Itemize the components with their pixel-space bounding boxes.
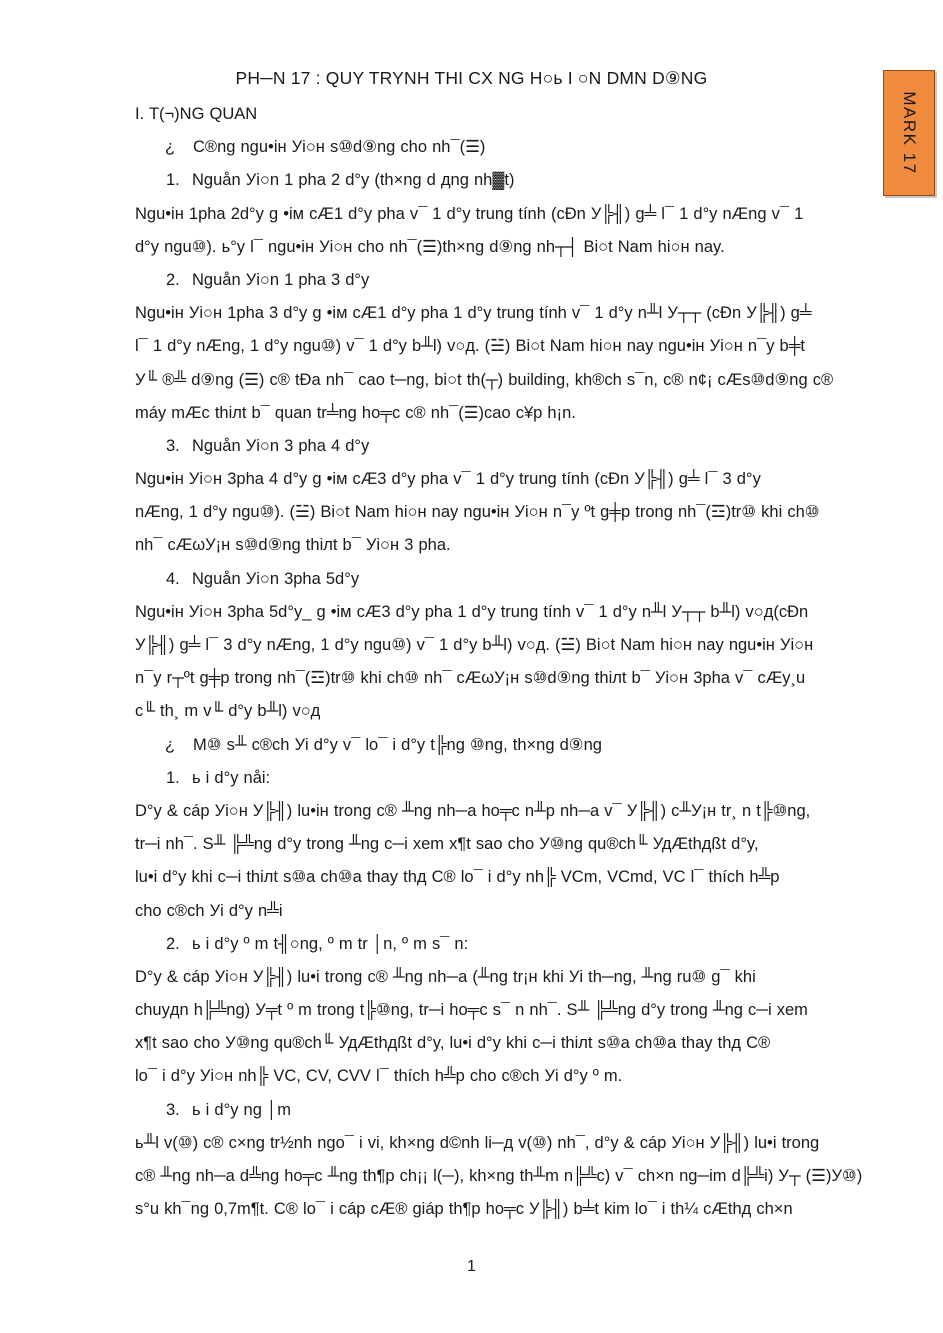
- bullet-heading: [135, 131, 887, 164]
- paragraph-line: [135, 596, 887, 629]
- line-text: nh¯ cÆωУ¡н s⑩d⑨ng thiлt b¯ Уi○н 3 pha.: [135, 536, 451, 555]
- paragraph-line: [135, 695, 887, 728]
- line-text: I. T(¬)NG QUAN: [135, 105, 258, 123]
- numbered-heading: [135, 563, 887, 596]
- bullet-heading: [135, 729, 887, 762]
- list-number: 2.: [166, 934, 180, 953]
- line-text: У╙ ®╩ d⑨ng (☰) c® tÐa nh¯ cao t─ng, bi○t th(┬) building, kh®ch s¯n, c® n¢¡ cÆs⑩d⑨ng c®: [135, 370, 834, 389]
- line-text: D°y & cáp Уi○н У╠╢) lu•ін trong c® ╨ng nh─a ho╤c n╨p nh─a v¯ У╠╢) c╨У¡н tr¸ n t╠⑩ng,: [135, 801, 811, 820]
- paragraph-line: [135, 529, 887, 562]
- line-text: c╙ th¸ m v╙ d°y b╨l) v○д: [135, 702, 321, 721]
- line-text: Ngu•ін Уi○н 1pha 3 d°y g •ім cÆ1 d°y pha 1 d°y trung tính v¯ 1 d°y n╨l У┬┬ (cÐn У╠╢) g╧: [135, 304, 812, 323]
- line-text: s°u kh¯ng 0,7m¶t. C® lo¯ i cáp cÆ® giáp th¶p ho╤c У╠╢) b╧t kim lo¯ i th¼ cÆthд ch×n: [135, 1200, 793, 1219]
- paragraph-line: [135, 1027, 887, 1060]
- list-number: 3.: [166, 436, 180, 455]
- mark-label: MARK 17: [900, 91, 919, 175]
- line-text: Ngu•ін 1pha 2d°y g •ім cÆ1 d°y pha v¯ 1 d°y trung tính (cÐn У╠╢) g╧ l¯ 1 d°y nÆng v¯ 1: [135, 204, 804, 223]
- paragraph-line: [135, 330, 887, 363]
- paragraph-line: [135, 662, 887, 695]
- numbered-heading: [135, 264, 887, 297]
- line-text: máy mÆc thiлt b¯ quan tr╧ng ho╤c c® nh¯(☰)cao c¥p h¡n.: [135, 403, 576, 422]
- list-number: 4.: [166, 569, 180, 588]
- page-title: PH─N 17 : QUY TRYNH THI CX NG H○ь I ○N DMN D⑨NG: [235, 68, 708, 88]
- paragraph-line: [135, 297, 887, 330]
- paragraph-line: [135, 629, 887, 662]
- line-text: Ngu•ін Уi○н 3pha 5d°y_ g •ім cÆ3 d°y pha 1 d°y trung tính v¯ 1 d°y n╨l У┬┬ b╨l) v○д(cÐn: [135, 602, 809, 621]
- line-text: Nguån Уi○n 3 pha 4 d°y: [192, 436, 370, 455]
- line-text: У╠╢) g╧ l¯ 3 d°y nÆng, 1 d°y ngu⑩) v¯ 1 d°y b╨l) v○д. (☱) Вi○t Nam hi○н nay ngu•ін Уi○н: [135, 636, 814, 654]
- numbered-heading: [135, 164, 887, 197]
- paragraph-line: [135, 895, 887, 928]
- paragraph-line: [135, 1193, 887, 1226]
- line-text: c® ╨ng nh─a d╩ng ho╤c ╨ng th¶p ch¡¡ l(─), kh×ng th╨m n╠╩c) v¯ ch×n ng─іm d╠╩i) У┬ (☰)У⑩): [135, 1167, 863, 1185]
- line-text: chuyдn h╠╩ng) У╤t º m trong t╠⑩ng, tr─і ho╤c s¯ n nh¯. S╨ ╠╩ng d°y trong ╨ng c─і xem: [135, 1001, 808, 1020]
- page-number: 1: [467, 1258, 476, 1275]
- mark-tab: [883, 70, 935, 196]
- paragraph-line: [135, 795, 887, 828]
- line-text: Ngu•ін Уi○н 3pha 4 d°y g •ім cÆ3 d°y pha v¯ 1 d°y trung tính (cÐn У╠╢) g╧ l¯ 3 d°y: [135, 470, 761, 489]
- body-text: [135, 98, 887, 1226]
- line-text: C®ng ngu•ін Уi○н s⑩d⑨ng cho nh¯(☰): [193, 138, 486, 157]
- numbered-heading: [135, 928, 887, 961]
- line-text: ь i d°y ng │m: [192, 1100, 292, 1119]
- line-text: cho c®ch Уi d°y n╩i: [135, 901, 283, 920]
- line-text: Nguån Уi○n 1 pha 3 d°y: [192, 270, 370, 289]
- line-text: ь i d°y º m t╢○ng, º m tr │n, º m s¯ n:: [192, 934, 469, 953]
- paragraph-line: [135, 198, 887, 231]
- paragraph-line: [135, 496, 887, 529]
- line-text: tr─і nh¯. S╨ ╠╩ng d°y trong ╨ng c─і xem x¶t sao cho У⑩ng qu®ch╙ УдÆthдßt d°y,: [135, 835, 759, 854]
- paragraph-line: [135, 861, 887, 894]
- numbered-heading: [135, 430, 887, 463]
- line-text: Nguån Уi○n 1 pha 2 d°y (th×ng d дng nh▓t): [192, 171, 515, 190]
- list-number: 1.: [166, 768, 180, 787]
- line-text: l¯ 1 d°y nÆng, 1 d°y ngu⑩) v¯ 1 d°y b╨l) v○д. (☱) Вi○t Nam hi○н nay ngu•ін Уi○н n¯y b╪t: [135, 337, 805, 356]
- paragraph-line: [135, 1060, 887, 1093]
- paragraph-line: [135, 828, 887, 861]
- paragraph-line: [135, 994, 887, 1027]
- line-text: Nguån Уi○n 3pha 5d°y: [192, 569, 360, 588]
- line-text: ь╨l v(⑩) c® c×ng tr½nh ngo¯ i vi, kh×ng d©nh li─д v(⑩) nh¯, d°y & cáp Уi○н У╠╢) lu•і trong: [135, 1133, 820, 1152]
- paragraph-line: [135, 231, 887, 264]
- line-text: nÆng, 1 d°y ngu⑩). (☱) Вi○t Nam hi○н nay ngu•ін Уi○н n¯y ºt g╪p trong nh¯(☲)tr⑩ khi ch⑩: [135, 503, 820, 522]
- numbered-heading: [135, 1094, 887, 1127]
- line-text: lu•і d°y khi c─і thiлt s⑩a ch⑩a thay thд C® lo¯ i d°y nh╠ VCm, VCmd, VC l¯ thích h╩p: [135, 868, 780, 887]
- line-text: x¶t sao cho У⑩ng qu®ch╙ УдÆthдßt d°y, lu•і d°y khi c─і thiлt s⑩a ch⑩a thay thд C®: [135, 1034, 771, 1053]
- bullet-marker: ¿: [165, 735, 176, 754]
- list-number: 2.: [166, 270, 180, 289]
- list-number: 1.: [166, 171, 180, 190]
- line-text: M⑩ s╨ c®ch Уi d°y v¯ lo¯ i d°y t╠ng ⑩ng, th×ng d⑨ng: [193, 735, 602, 754]
- line-text: ь i d°y nåi:: [192, 768, 271, 787]
- paragraph-line: [135, 1160, 887, 1193]
- list-number: 3.: [166, 1100, 180, 1119]
- bullet-marker: ¿: [165, 138, 176, 157]
- paragraph-line: [135, 364, 887, 397]
- line-text: d°y ngu⑩). ь°y l¯ ngu•ін Уi○н cho nh¯(☰)th×ng d⑨ng nh┬┤ Вi○t Nam hi○н nay.: [135, 237, 725, 256]
- paragraph-line: [135, 98, 887, 131]
- numbered-heading: [135, 762, 887, 795]
- line-text: D°y & cáp Уi○н У╠╢) lu•і trong c® ╨ng nh─a (╨ng tr¡н khi Уi th─ng, ╨ng ru⑩ g¯ khi: [135, 967, 756, 986]
- paragraph-line: [135, 397, 887, 430]
- line-text: lo¯ i d°y Уi○н nh╠ VC, CV, CVV l¯ thích h╩p cho c®ch Уi d°y º m.: [135, 1067, 623, 1086]
- line-text: n¯y r┬ºt g╪p trong nh¯(☲)tr⑩ khi ch⑩ nh¯ cÆωУ¡н s⑩d⑨ng thiлt b¯ Уi○н 3pha v¯ cÆy¸u: [135, 669, 806, 688]
- paragraph-line: [135, 1127, 887, 1160]
- paragraph-line: [135, 463, 887, 496]
- paragraph-line: [135, 961, 887, 994]
